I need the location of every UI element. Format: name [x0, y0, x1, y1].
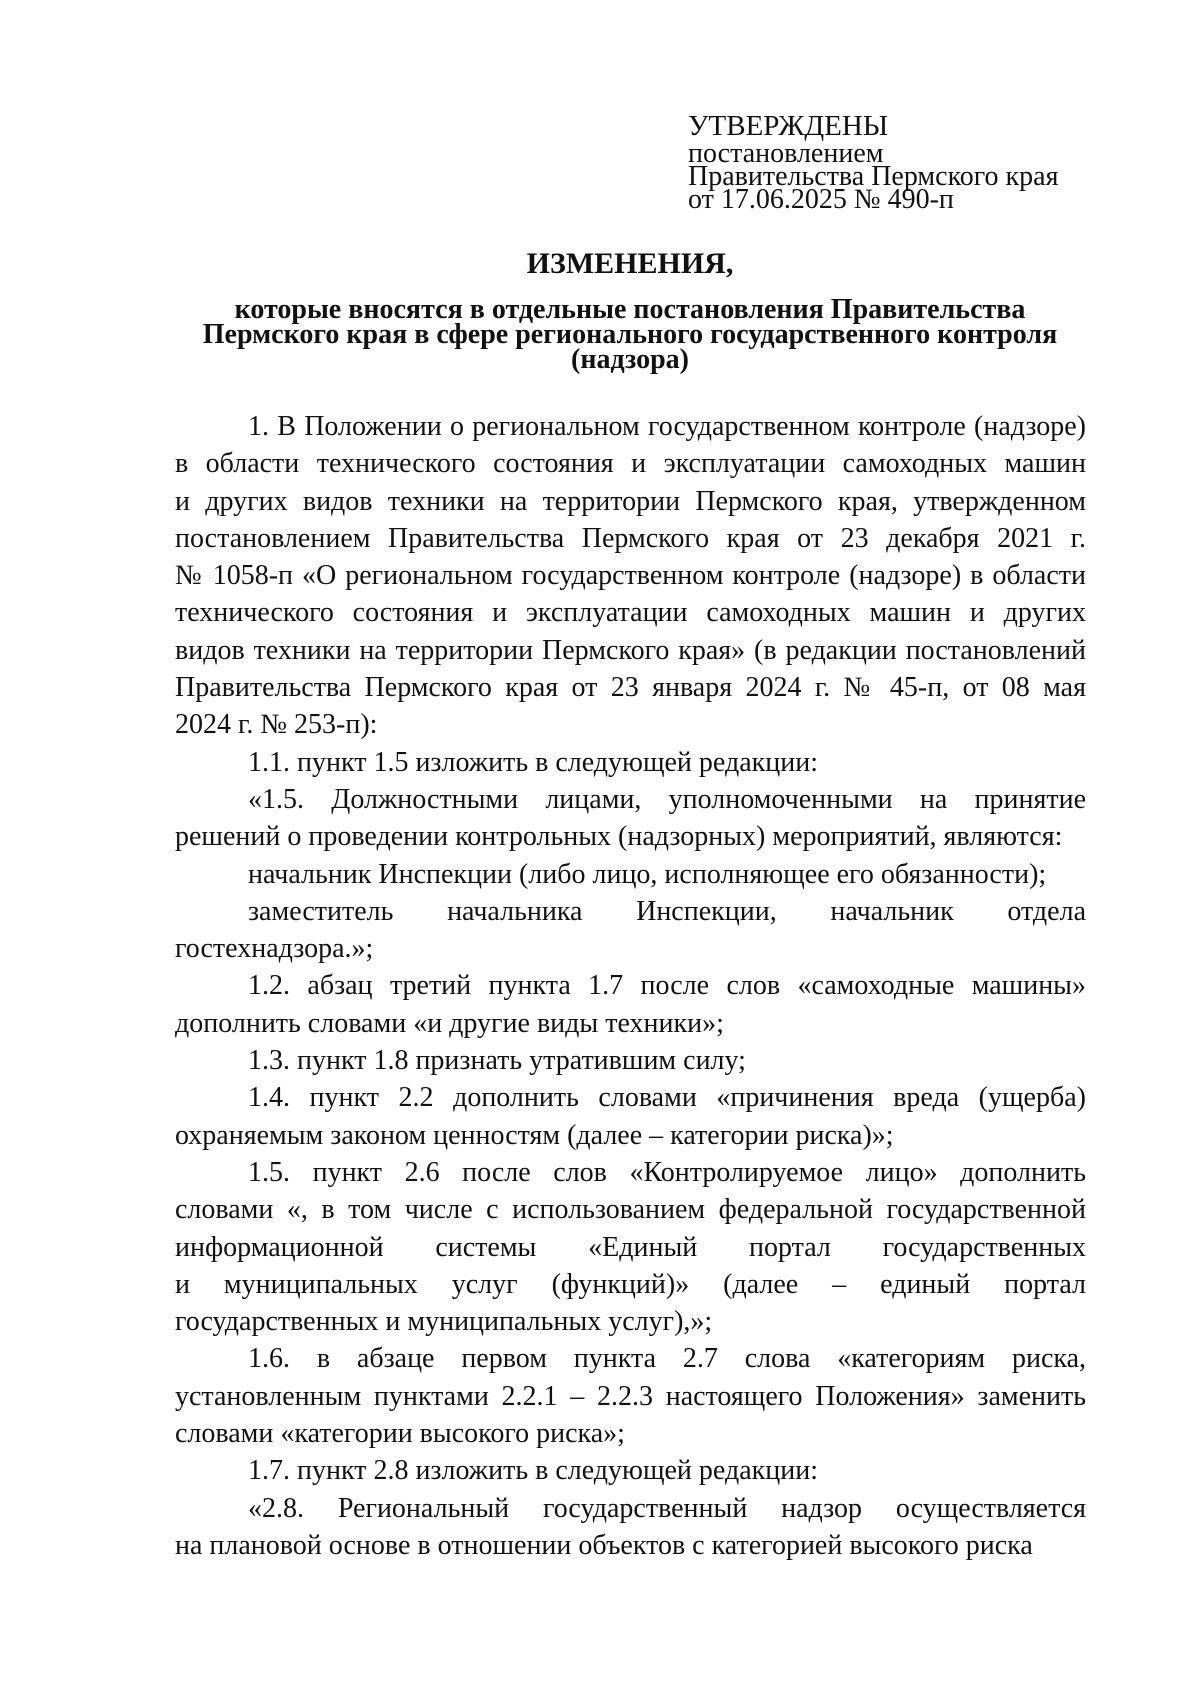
paragraph — [175, 1042, 1086, 1079]
paragraph-line: № 1058-п «О региональном государственном контроле (надзоре) в области — [175, 560, 1086, 592]
paragraph-line: гостехнадзора.»; — [175, 933, 374, 965]
paragraph — [175, 967, 1086, 1042]
paragraph — [175, 1079, 1086, 1154]
approval-stamp — [688, 110, 1148, 215]
paragraph-line: и муниципальных услуг (функций)» (далее – единый портал — [175, 1268, 1086, 1300]
paragraph-line: словами «, в том числе с использованием федеральной государственной — [175, 1194, 1086, 1226]
paragraph-line: 1.5. пункт 2.6 после слов «Контролируемое лицо» дополнить — [248, 1156, 1086, 1188]
paragraph — [175, 893, 1086, 968]
paragraph-line: в области технического состояния и эксплуатации самоходных машин — [175, 448, 1086, 480]
subtitle-line-3: (надзора) — [571, 344, 689, 375]
paragraph-line: установленным пунктами 2.2.1 – 2.2.3 настоящего Положения» заменить — [175, 1380, 1086, 1412]
paragraph-line: заместитель начальника Инспекции, начальник отдела — [248, 895, 1086, 927]
paragraph — [175, 408, 1086, 744]
paragraph-line: 1. В Положении о региональном государственном контроле (надзоре) — [248, 411, 1086, 442]
paragraph-line: государственных и муниципальных услуг),»; — [175, 1306, 713, 1338]
subtitle-line-2: Пермского края в сфере регионального государственного контроля — [202, 319, 1058, 350]
paragraph-line: охраняемым законом ценностям (далее – категории риска)»; — [175, 1119, 894, 1151]
paragraph — [175, 1154, 1086, 1340]
paragraph-line: «2.8. Региональный государственный надзор осуществляется — [248, 1492, 1086, 1524]
paragraph-line: 1.1. пункт 1.5 изложить в следующей редакции: — [248, 746, 818, 778]
paragraph-line: решений о проведении контрольных (надзорных) мероприятий, являются: — [175, 821, 1063, 853]
paragraph-line: информационной системы «Единый портал государственных — [175, 1231, 1086, 1263]
approval-line-3: от 17.06.2025 № 490-п — [688, 184, 954, 215]
document-body — [175, 408, 1086, 1564]
paragraph-line: и других видов техники на территории Пермского края, утвержденном — [175, 485, 1086, 517]
approval-line-2: Правительства Пермского края — [688, 161, 1059, 192]
paragraph-line: 2024 г. № 253-п): — [175, 709, 378, 741]
paragraph-line: 1.7. пункт 2.8 изложить в следующей редакции: — [248, 1455, 818, 1487]
paragraph-line: 1.3. пункт 1.8 признать утратившим силу; — [248, 1045, 746, 1077]
paragraph — [175, 781, 1086, 856]
approval-line-1: постановлением — [688, 138, 884, 169]
paragraph — [175, 1490, 1086, 1565]
paragraph-line: словами «категории высокого риска»; — [175, 1418, 625, 1450]
paragraph-line: 1.2. абзац третий пункта 1.7 после слов «самоходные машины» — [248, 970, 1086, 1002]
subtitle-line-1: которые вносятся в отдельные постановления Правительства — [234, 294, 1026, 325]
paragraph-line: на плановой основе в отношении объектов с категорией высокого риска — [175, 1529, 1033, 1561]
paragraph-line: дополнить словами «и другие виды техники»; — [175, 1007, 724, 1039]
paragraph-line: Правительства Пермского края от 23 января 2024 г. № 45-п, от 08 мая — [175, 672, 1086, 704]
document-subtitle — [175, 294, 1085, 375]
paragraph — [175, 744, 1086, 781]
paragraph-line: 1.4. пункт 2.2 дополнить словами «причинения вреда (ущерба) — [248, 1082, 1086, 1114]
paragraph-line: видов техники на территории Пермского края» (в редакции постановлений — [175, 634, 1086, 666]
paragraph — [175, 856, 1086, 893]
approval-heading: УТВЕРЖДЕНЫ — [688, 110, 889, 142]
document-title: ИЗМЕНЕНИЯ, — [526, 247, 734, 280]
paragraph-line: начальник Инспекции (либо лицо, исполняющее его обязанности); — [248, 858, 1047, 890]
paragraph — [175, 1452, 1086, 1489]
paragraph-line: «1.5. Должностными лицами, уполномоченными на принятие — [248, 783, 1086, 815]
paragraph-line: постановлением Правительства Пермского края от 23 декабря 2021 г. — [175, 522, 1086, 554]
paragraph — [175, 1340, 1086, 1452]
paragraph-line: технического состояния и эксплуатации самоходных машин и других — [175, 597, 1086, 629]
paragraph-line: 1.6. в абзаце первом пункта 2.7 слова «категориям риска, — [248, 1343, 1086, 1375]
